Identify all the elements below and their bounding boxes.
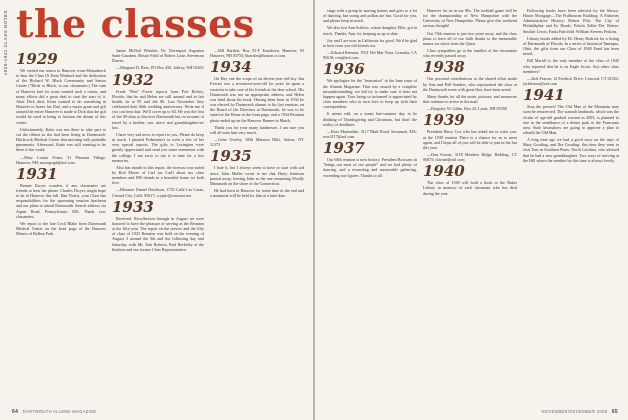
class-note-signoff-1929: —Mary Louise Pratta, 31 Pleasant Village, Hanover, NH; moragraph@aol.com [16, 154, 106, 165]
year-heading-1929: 1929 [16, 50, 58, 68]
class-note-signoff-1933: —Bill Bartlett, Box 91-F Eastdown, Hanover, 93 Hanover, NH 03755; bbardon@boston.rr.com [210, 48, 304, 59]
left-column-2 [112, 48, 204, 254]
left-column-3 [210, 48, 304, 200]
section-title: the classes [16, 1, 255, 46]
class-note-continued: James McNeil Whistler, Dr. Davenport Augustus Saint-Gaudens, Bessie Field of Robert Louis Stevenson Dawes. [112, 48, 204, 64]
class-note-1938b: Many thanks for all the notes, pictures, and memories that continue to arrive in the mail. [423, 93, 517, 105]
class-note-1932: Frank "Pete" Power reports from Port Richey, Florida, that he and Helen are still around and in fair health, he at 95 and she 86. Last November they celebrated their 66th wedding anniversary. Write me if you can hear that. We'll cover up to 84. He was the first of the 30-class to discover Dartmouth but on account of travel by a brother, son, niece and granddaughter-in-law. [112, 88, 204, 130]
class-note-1936: We apologize for the "truncation" in the June issue of the Alumni Magazine. That was caused by a complete misunderstanding; we did try to make sure it does not happen again. Your being so informed is appreciated by class members who in turn love to keep up with their correspondent. [323, 78, 417, 110]
class-note-1936b: It seems odd, on a warm late-summer day, to be thinking of Thanksgiving and Christmas, but that's the reality of deadlines. [323, 111, 417, 127]
page-number-right: 65 [611, 409, 618, 415]
class-note-signoff-1930: —Margaret D. Rees, PO Box 456, Jaffrey, NH 03452 [116, 65, 204, 71]
class-note-1937-d: Class sympathies go to the families of the classmates who recently passed away. [423, 48, 517, 59]
year-heading-1934: 1934 [210, 58, 252, 77]
right-page [315, 0, 628, 420]
class-note-1935-continued: sings with a group in nursing homes and goes to a lot of dancing, but swing and polkas are fun. Good for you, and please keep in touch. [323, 8, 417, 24]
class-note-1937-continued: Hanover for us in our 80s. The football game will be for the championship of New Hampshire with the University of New Hampshire. Please give this weekend serious thought! [423, 8, 517, 29]
class-note-1933: Received. Recollection through in August we were honored to have the pleasure of serving as the Reunion at the fifty-year. The report on the service and the fifty of class of 1933 Reunion was held on the evening of August 3 around the 5th and the following day and Saturday, with Mr. Tom Roberts, Paul Berkeley of the Institute and our former Class Representative. [112, 215, 204, 252]
left-page [0, 0, 313, 420]
class-note-1940: The class of 1940 will hold a book to the Baker Library in memory of each classmate who has died during the year. [423, 180, 517, 196]
class-note-1940-d: Bill Merrill is the only member of the class of 1940 who reported that he is on Eagle Scout. Any other class members? [523, 58, 619, 74]
right-footer [541, 409, 618, 415]
class-note-signoff-1935: —Edward Remsen, 1931 Del Mar Vista, Grenada, CA 95018; rem@aol.com [323, 50, 417, 61]
page-number-left: 64 [12, 409, 19, 415]
year-heading-1933: 1933 [112, 197, 154, 216]
year-heading-1936: 1936 [323, 60, 365, 79]
class-note-1937: Our 68th reunion is now history. President Bon says in "brings out most of our people" and we had plenty of dancing, and a rewarding and memorable gathering, exceeding our figures. Thanks to all. [323, 157, 417, 178]
class-note-signoff-1934: —Gene Overby, 1836 Marston Hills, Sutton, NY 11373 [210, 137, 304, 148]
left-column-1 [16, 50, 106, 238]
issue-date: NOVEMBER/DECEMBER 2005 [541, 409, 608, 414]
running-head: 1929-1941 CLASS NOTES [3, 10, 8, 76]
class-note-1935b: He had been in Hanover for some time in the end and a memorial will be held for him at a later date. [210, 187, 304, 199]
class-note-1932b: I have very sad news to report to you. Please do keep in touch. I phoned Perlmutter's to write a few of her very special reports. The gifts to Lexington were greatly appreciated and send you some mementos with the college. I am sorry to say it is time for a few memories. [112, 131, 204, 163]
year-heading-1932: 1932 [112, 70, 154, 89]
right-column-3 [523, 8, 619, 165]
class-note-1935-c: We also lost Ann Schloss, whose daughter Ellie, got in touch. Thanks, Ann, for keeping us up to date. [323, 25, 417, 36]
class-note-signoff-1939: —Dan Swone, 3118 Meadow Ridge, Redding, CT 06875; clarinet@aol.com [423, 151, 517, 163]
year-heading-1941: 1941 [523, 86, 565, 105]
class-note-1941b: A long time ago we had a good story on the trips of Mary Gooding, and Ilse Gooding: this time they went to visit Tom in Southern Pines, North Carolina, who advised that he had a new granddaughter. Two ways of arriving at the Hill where the weather by this time is always lovely. [523, 137, 619, 163]
class-note-1929: We visited our return to Hanover from Monadnock to hear the Class Of Kent Winbrod and the dedication of the Richard W. Black Community and Senior Center ("Birds or Black, to our classmates.) The sum of Hanover had for years wanted such a center, and many efforts did a great deal to start the start of it. After Dick died, Kenn wanted to do something in Hanover to honor his Dad, and a major grant and gift around the entire Hanover is made to Dick that the gift would be used to bring to fruition the dream of this center. [16, 68, 106, 125]
year-heading-1940: 1940 [423, 162, 465, 181]
class-note-1938: Our personal contributions to the shared effort made by Ann and Bill Sanders, who represented the class at the Dartmouth event with great flair, have been noted. [423, 76, 517, 92]
year-heading-1937: 1937 [323, 139, 365, 158]
publication-name: DARTMOUTH ALUMNI MAGAZINE [22, 409, 97, 414]
class-note-1934b: Thank you for your many kindnesses. I am sure you will all miss him very much. [210, 124, 304, 135]
class-note-1934: On Day one the scope of an eleven-year-old boy Jim Everett was a seventeen-year-old for years he spent a vacation to take care of his friends at the dear school. His Dartmouth was not an appropriate address, and Helen was kind about his book. Having been born in 1934 he was elected by Dartmouth alumni to his last reunion, on the Board of the Directors at Dartmouth, he was to be stated at the Home in the front page, and a 1934 Reunion photo ended up on the Hanover Banner in March. [210, 76, 304, 123]
class-note-1941: Stop the presses! The Old Man of the Mountain may soon be resurrected. The warmth landmark, which was the victim of age-old gradual erosion in 2003, is planned to rise in the semblance of a theme park in the Franconia area. State lawmakers are going to approve a plan to rebuild the Old Man. [523, 104, 619, 135]
year-heading-1939: 1939 [423, 111, 465, 130]
class-note-signoff-1932: —Bloomer Daniel Davidson, 1735 Calle Las Casas, Central City, Calif. 95617; cryptic@comcast.net [112, 187, 204, 198]
class-note-signoff-1938: —Kingsley W. Gibbs, Box 43, Lyme, NH 03768 [427, 106, 507, 112]
left-footer [12, 409, 97, 415]
right-column-2 [423, 8, 517, 198]
year-heading-1938: 1938 [423, 58, 465, 77]
year-heading-1931: 1931 [16, 164, 58, 183]
class-note-1935-d: Joy and I are now in California for good. We'd be glad to hear from you old friends too. [323, 37, 417, 48]
class-note-signoff-1940: —Jack Fearon, 12 Fredrick Drive, Concord, CT 01022; jackfearon@aol.com [523, 75, 619, 87]
class-note-1940-c: Library books added by Dr. Henry Rodrick for a listing of Dartmouth of Florida. In a series of historical Tamaqua, Ohio, the gifts from our Class of 1940 Fund has been noted. [523, 35, 619, 57]
class-note-1931: Bennet Dwyer wonders if any classmates are friends or hear the phone. Charles Dwyer, might hope to be in Hanover this fall. Dan Norris, your Class has responsibilities for the upcoming reunion luncheon and our plans to attend Dartmouth. Search address via Aspen Road, Pennsylvania, MA. Thank you, classmates. [16, 182, 106, 219]
class-note-signoff-1936: —Ross Martindale, 3117 Bluff Road, Savannah, MA; ross3117@aol.com [323, 128, 417, 139]
class-note-1937-c: Our 70th reunion is just two years away, and the class plans to have all of our faith thanks to the memorable names we chose from the Quest. [423, 30, 517, 46]
year-heading-1935: 1935 [210, 147, 252, 166]
class-note-1932c: Also last month in this report, the forecast was stated by Bob Moore of Carl (as Carl) about my class members and 800 friends in a beautiful home we both love. [112, 164, 204, 186]
class-note-1940-continued: Following books have been selected by the library: House Mortgage—The Fishbourne Building: A Fisheries Administrative History; Robert Fish; The City of Philadelphia and Its Roads; Edwin Zeller-The Waters: Sinclair Lewis; Paula Fairchild: William Stevens Perkins. [523, 8, 619, 34]
right-column-1 [323, 8, 417, 180]
class-note-1939: President Harry Cox who has asked me to write you: at the 1939 reunion There is a chance for us to meet again, and I hope all of you will be able to join in the fun this year. [423, 129, 517, 150]
class-note-1931b: We report to the late Cecil Blake from Dartmouth Medical Center on the front page of the Hanover Miners of Balboa Park. [16, 220, 106, 237]
class-note-1929b: Unfortunately, Katie was not there to take part or cut the ribbon as she had been living in Dartmouth-Hitchcock Medical Center that morning with probable pneumonia. Afterward, Katie was still wanting to be there if she could. [16, 126, 106, 153]
class-note-1935: I hate it, but I always seem to have to start with sad news. John Muller wrote to me that Harry Jennison passed away, leaving John as the one remaining Woolly Mammoth on the shore of the Connecticut. [210, 165, 304, 186]
